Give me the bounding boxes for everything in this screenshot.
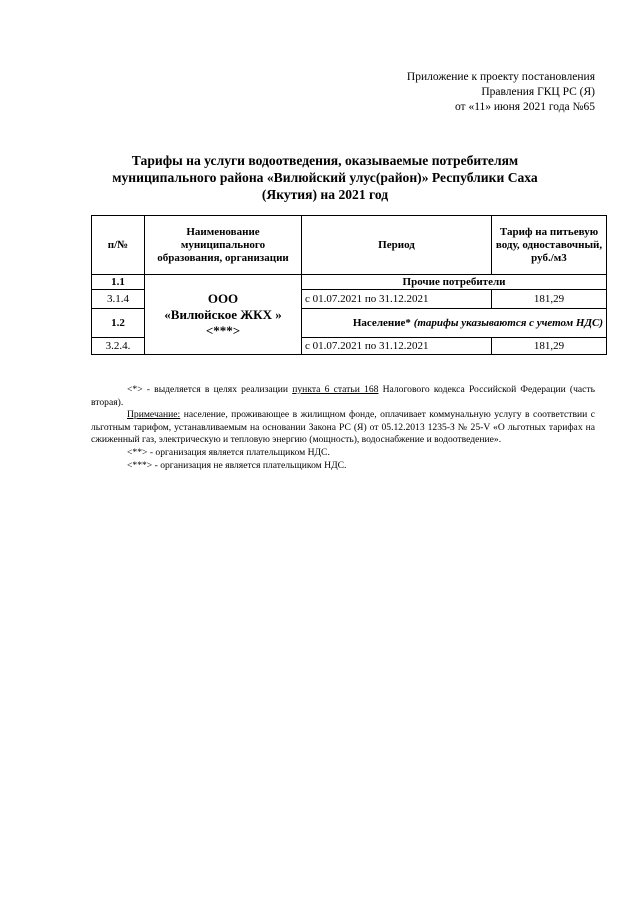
- population-label: Население*: [352, 316, 411, 329]
- title-line: муниципального района «Вилюйский улус(район)» Республики Саха: [112, 170, 538, 185]
- footnote-vat: [91, 384, 595, 409]
- title-line: Тарифы на услуги водоотведения, оказываемые потребителям: [131, 153, 519, 168]
- footnotes: [91, 384, 595, 472]
- org-name-line: <***>: [205, 322, 241, 338]
- population-group-label: [302, 309, 607, 338]
- row-tariff: 181,29: [492, 290, 607, 309]
- footnote-vat-payer: <**> - организация является плательщиком НДС.: [127, 446, 330, 458]
- tax-code-link[interactable]: пункта 6 статьи 168: [292, 384, 379, 395]
- org-name-line: «Вилюйское ЖКХ »: [164, 306, 282, 322]
- remark-text: население, проживающее в жилищном фонде, оплачивает коммунальную услугу в соответствии с льготным тарифом, устанавливаемым на основании Закона РС (Я) от 05.12.2013 1235-З № 25-V «О льготных тарифах на сжиженный газ, электрическую и тепловую энергию (мощность), водоснабжение и водоотведение».: [91, 409, 595, 446]
- document-title: [95, 152, 555, 203]
- header-num: п/№: [92, 216, 145, 275]
- row-num: 3.2.4.: [92, 338, 145, 355]
- row-tariff: 181,29: [492, 338, 607, 355]
- row-period: с 01.07.2021 по 31.12.2021: [302, 338, 492, 355]
- footnote-text: Налогового кодекса Российской Федерации (часть вторая).: [91, 384, 595, 408]
- header-org: Наименование муниципального образования, организации: [145, 216, 302, 275]
- consumer-group-label: Прочие потребители: [302, 275, 607, 290]
- org-name-line: ООО: [207, 290, 239, 306]
- row-num: 1.2: [92, 309, 145, 338]
- header-note: [407, 70, 595, 115]
- header-tariff: Тариф на питьевую воду, одноставочный, руб./м3: [492, 216, 607, 275]
- population-vat-note: (тарифы указываются с учетом НДС): [413, 316, 603, 329]
- org-name-cell: [145, 275, 302, 355]
- header-note-line: от «11» июня 2021 года №65: [454, 101, 595, 113]
- row-num: 3.1.4: [92, 290, 145, 309]
- tariff-table: [91, 215, 607, 355]
- header-note-line: Приложение к проекту постановления: [406, 71, 595, 83]
- footnote-text: <*> - выделяется в целях реализации: [127, 384, 289, 395]
- table-row: [92, 275, 607, 290]
- row-period: с 01.07.2021 по 31.12.2021: [302, 290, 492, 309]
- row-num: 1.1: [92, 275, 145, 290]
- header-period: Период: [302, 216, 492, 275]
- footnote-not-vat-payer: <***> - организация не является плательщиком НДС.: [127, 459, 347, 471]
- title-line: (Якутия) на 2021 год: [261, 187, 389, 202]
- table-header-row: [92, 216, 607, 275]
- header-note-line: Правления ГКЦ РС (Я): [481, 86, 595, 98]
- footnote-remark: [91, 409, 595, 447]
- remark-label: Примечание:: [127, 409, 181, 421]
